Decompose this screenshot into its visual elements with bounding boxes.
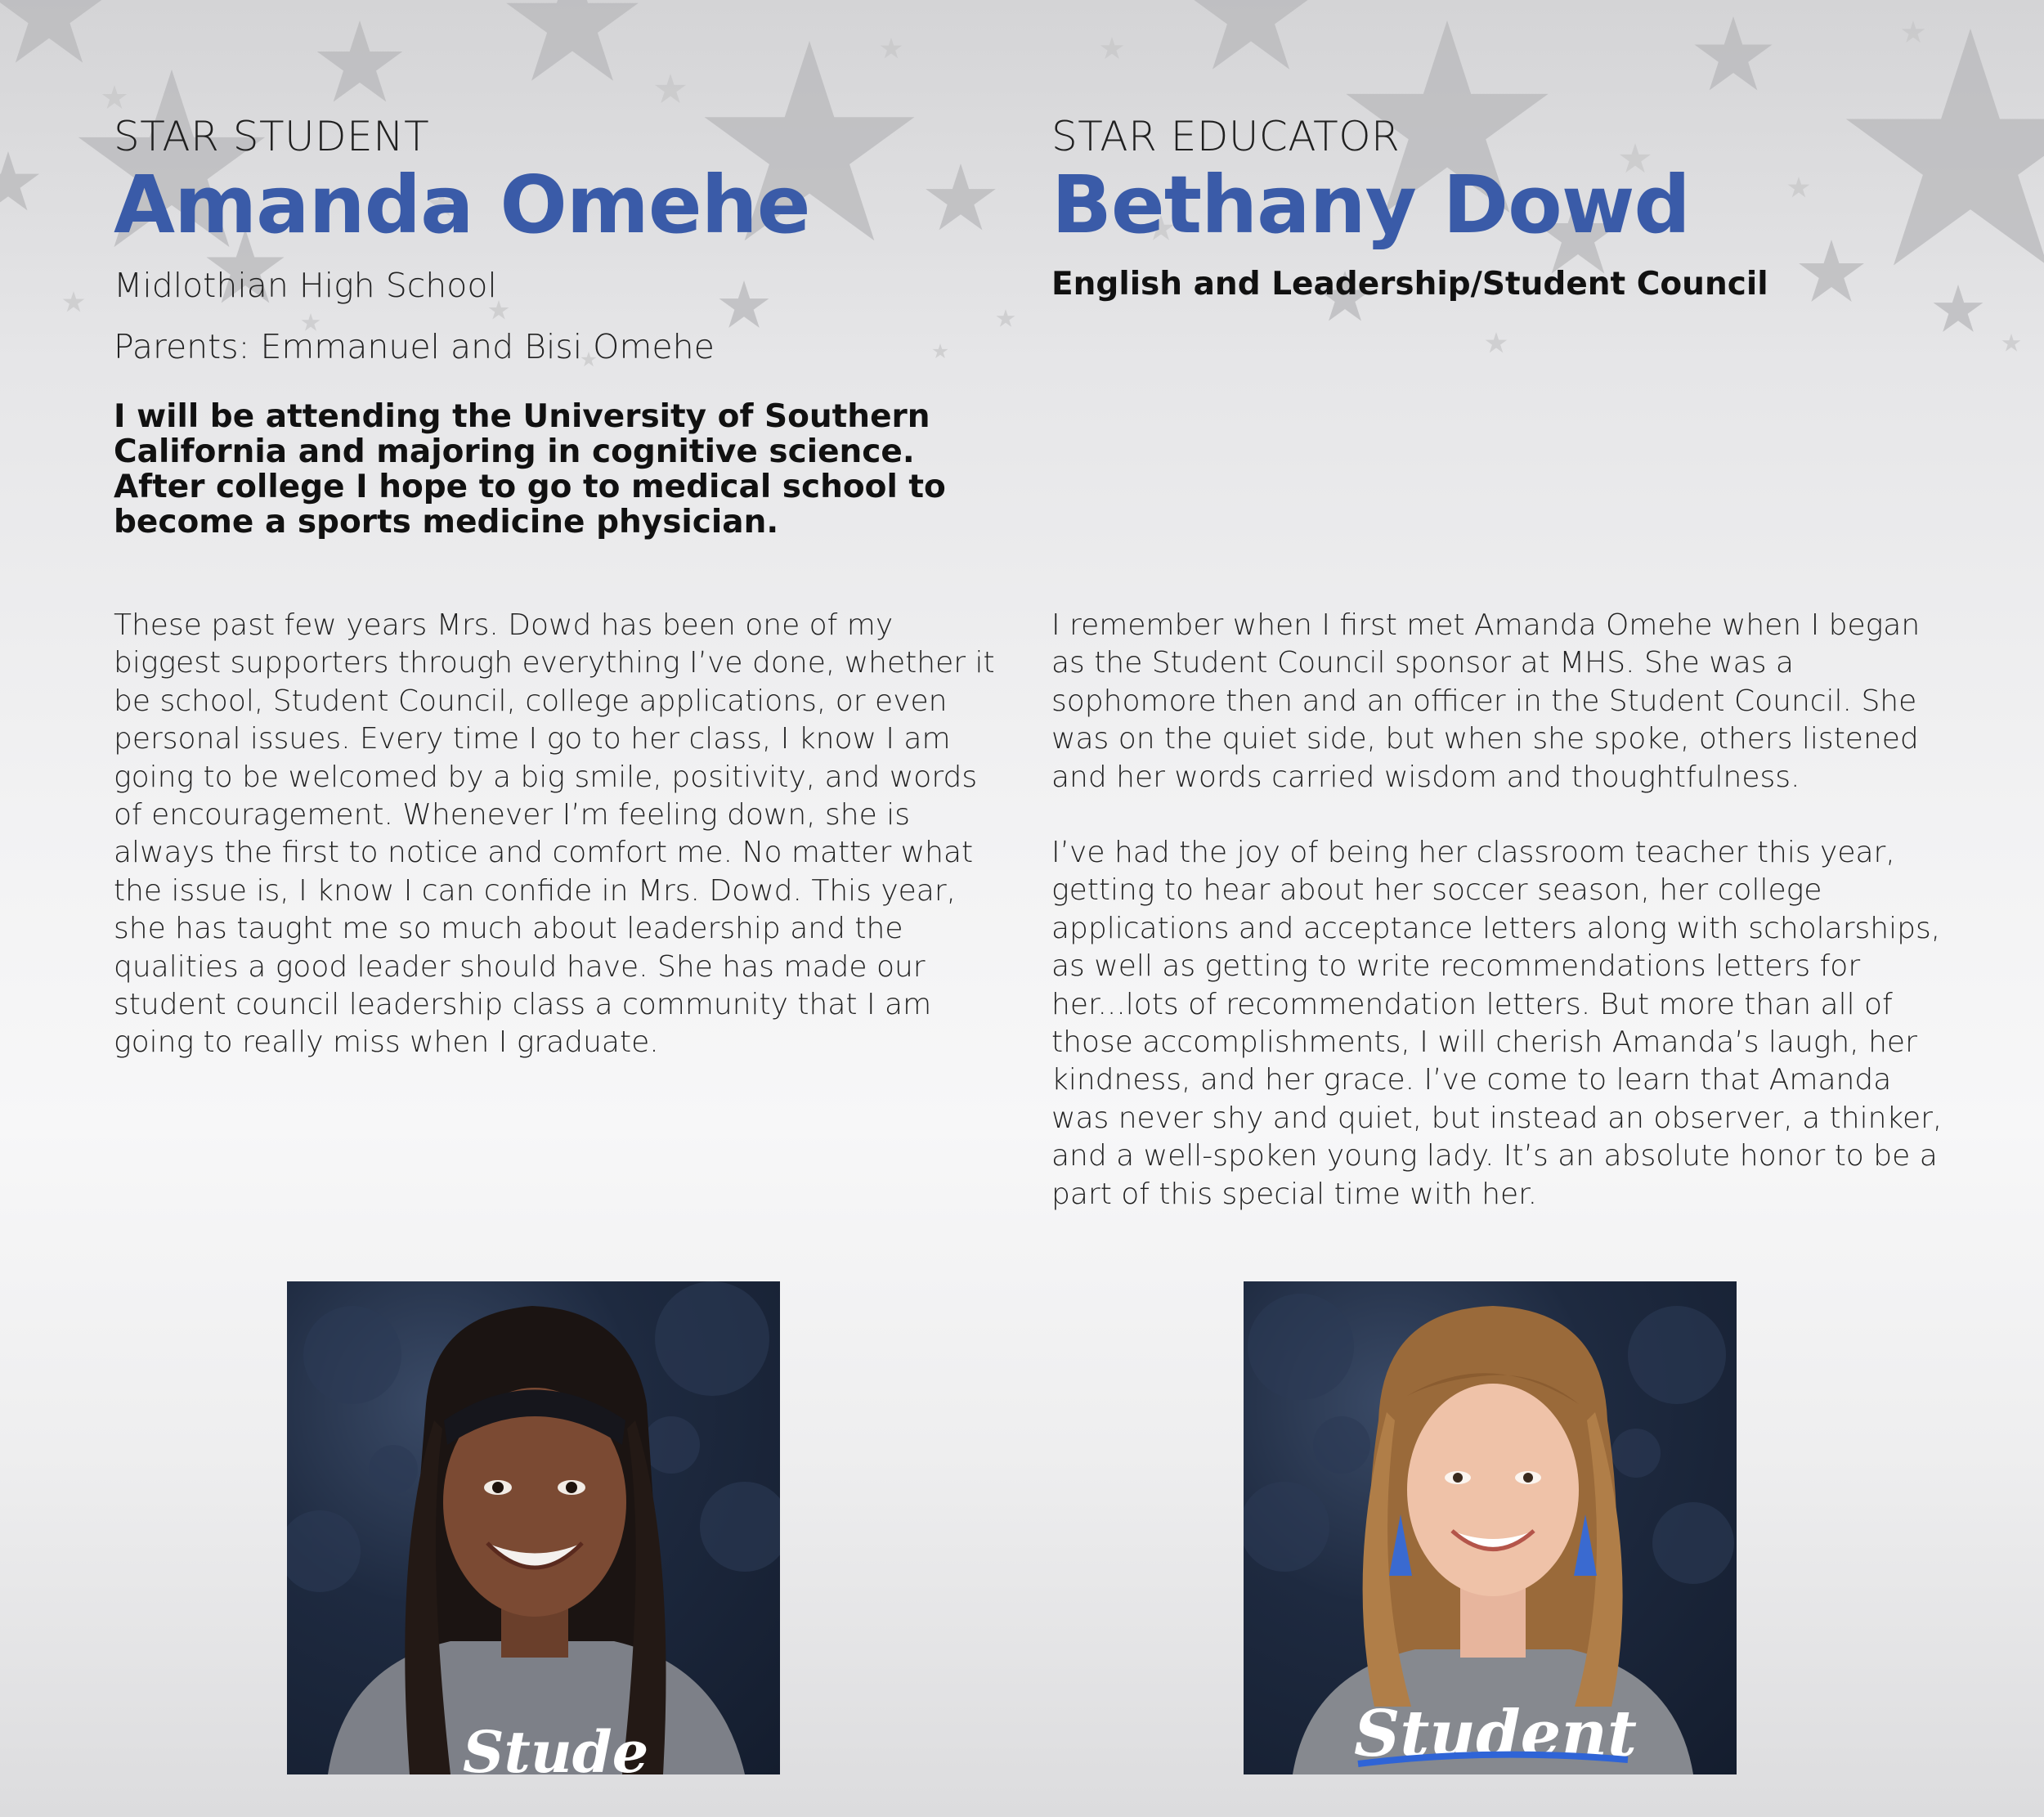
educator-essay-paragraph-2: I’ve had the joy of being her classroom teacher this year, getting to hear about her soccer season, her college applications and acceptance letters along with scholarships, as well as getting to write recommendations letters for her...lots of recommendation letters. But more than all of those accomplishments, I will cherish Amanda’s laugh, her kindness, and her grace. I’ve come to learn that Amanda was never shy and quiet, but instead an observer, a thinker, and a well-spoken young lady. It’s an absolute honor to be a part of this special time with her. — [1051, 836, 1943, 1211]
star-educator-heading: STAR EDUCATOR — [1051, 113, 1401, 160]
educator-name: Bethany Dowd — [1051, 159, 1690, 251]
educator-essay — [1051, 607, 1943, 1251]
student-name: Amanda Omehe — [114, 159, 810, 251]
student-shirt-logo: Stude — [463, 1718, 649, 1774]
educator-shirt-logo: Student — [1354, 1697, 1637, 1771]
student-essay — [114, 607, 1001, 1100]
student-portrait-photo — [287, 1281, 780, 1774]
student-parents: Parents: Emmanuel and Bisi Omehe — [114, 327, 715, 366]
student-essay-paragraph: These past few years Mrs. Dowd has been one of my biggest supporters through everything I’ve done, whether it be school, Student Council, college applications, or even personal issues. Every time I go to her class, I know I am going to be welcomed by a big smile, positivity, and words of encouragement. Whenever I’m feeling down, she is always the first to notice and comfort me. No matter what the issue is, I know I can confide in Mrs. Dowd. This year, she has taught me so much about leadership and the qualities a good leader should have. She has made our student council leadership class a community that I am going to really miss when I graduate. — [114, 608, 995, 1060]
educator-subject: English and Leadership/Student Council — [1051, 266, 1768, 303]
student-plans: I will be attending the University of Southern California and majoring in cognitive science. After college I hope to go to medical school to become a sports medicine physician. — [114, 398, 946, 541]
star-student-heading: STAR STUDENT — [114, 113, 430, 160]
educator-essay-paragraph-1: I remember when I first met Amanda Omehe when I began as the Student Council sponsor at MHS. She was a sophomore then and an officer in the Student Council. She was on the quiet side, but when she spoke, others listened and her words carried wisdom and thoughtfulness. — [1051, 608, 1921, 794]
student-school: Midlothian High School — [114, 266, 497, 305]
educator-portrait-photo — [1244, 1281, 1737, 1774]
